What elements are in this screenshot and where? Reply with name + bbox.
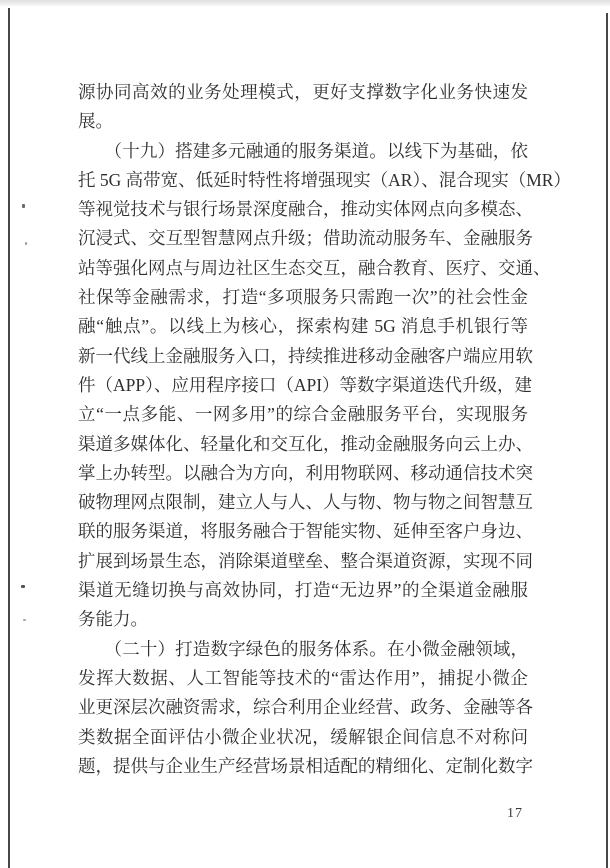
scan-top-shadow (0, 0, 610, 6)
text-line: 立“一点多能、一网多用”的综合金融服务平台，实现服务 (78, 404, 528, 425)
text-line: （十九）搭建多元融通的服务渠道。以线下为基础，依 (78, 140, 528, 161)
text-line: 源协同高效的业务处理模式，更好支撑数字化业务快速发 (78, 82, 528, 102)
text-line: 新一代线上金融服务入口，持续推进移动金融客户端应用软 (78, 345, 533, 366)
text-line: 联的服务渠道，将服务融合于智能实物、延伸至客户身边、 (78, 521, 533, 542)
text-line: 托 5G 高带宽、低延时特性将增强现实（AR）、混合现实（MR） (78, 169, 571, 190)
text-line: 破物理网点限制，建立人与人、人与物、物与物之间智慧互 (78, 492, 533, 513)
text-line: 展。 (78, 111, 113, 132)
text-line: 发挥大数据、人工智能等技术的“雷达作用”，捕捉小微企 (78, 667, 528, 688)
text-line: （二十）打造数字绿色的服务体系。在小微金融领域， (78, 638, 528, 659)
text-line: 社保等金融需求，打造“多项服务只需跑一次”的社会性金 (78, 287, 528, 308)
text-line: 站等强化网点与周边社区生态交互，融合教育、医疗、交通、 (78, 257, 551, 278)
text-line: 渠道多媒体化、轻量化和交互化，推动金融服务向云上办、 (78, 433, 533, 454)
ink-speck (25, 242, 27, 245)
page-edge-left (8, 8, 10, 868)
text-line: 类数据全面评估小微企业状况，缓解银企间信息不对称问 (78, 726, 528, 747)
text-line: 融“触点”。以线上为核心，探索构建 5G 消息手机银行等 (78, 316, 528, 337)
text-line: 题，提供与企业生产经营场景相适配的精细化、定制化数字 (78, 755, 533, 776)
ink-speck (23, 619, 26, 621)
text-line: 件（APP）、应用程序接口（API）等数字渠道迭代升级，建 (78, 374, 533, 395)
text-line: 等视觉技术与银行场景深度融合，推动实体网点向多模态、 (78, 199, 533, 220)
text-line: 渠道无缝切换与高效协同，打造“无边界”的全渠道金融服 (78, 580, 528, 601)
ink-speck (22, 204, 25, 208)
document-text (78, 78, 571, 781)
page-edge-right (606, 13, 608, 868)
text-line: 业更深层次融资需求，综合利用企业经营、政务、金融等各 (78, 697, 533, 718)
text-line: 沉浸式、交互型智慧网点升级；借助流动服务车、金融服务 (78, 228, 533, 249)
page-number: 17 (507, 806, 523, 821)
text-line: 掌上办转型。以融合为方向，利用物联网、移动通信技术突 (78, 462, 533, 483)
ink-speck (21, 585, 25, 588)
text-line: 务能力。 (78, 609, 148, 630)
text-line: 扩展到场景生态，消除渠道壁垒、整合渠道资源，实现不同 (78, 550, 533, 571)
